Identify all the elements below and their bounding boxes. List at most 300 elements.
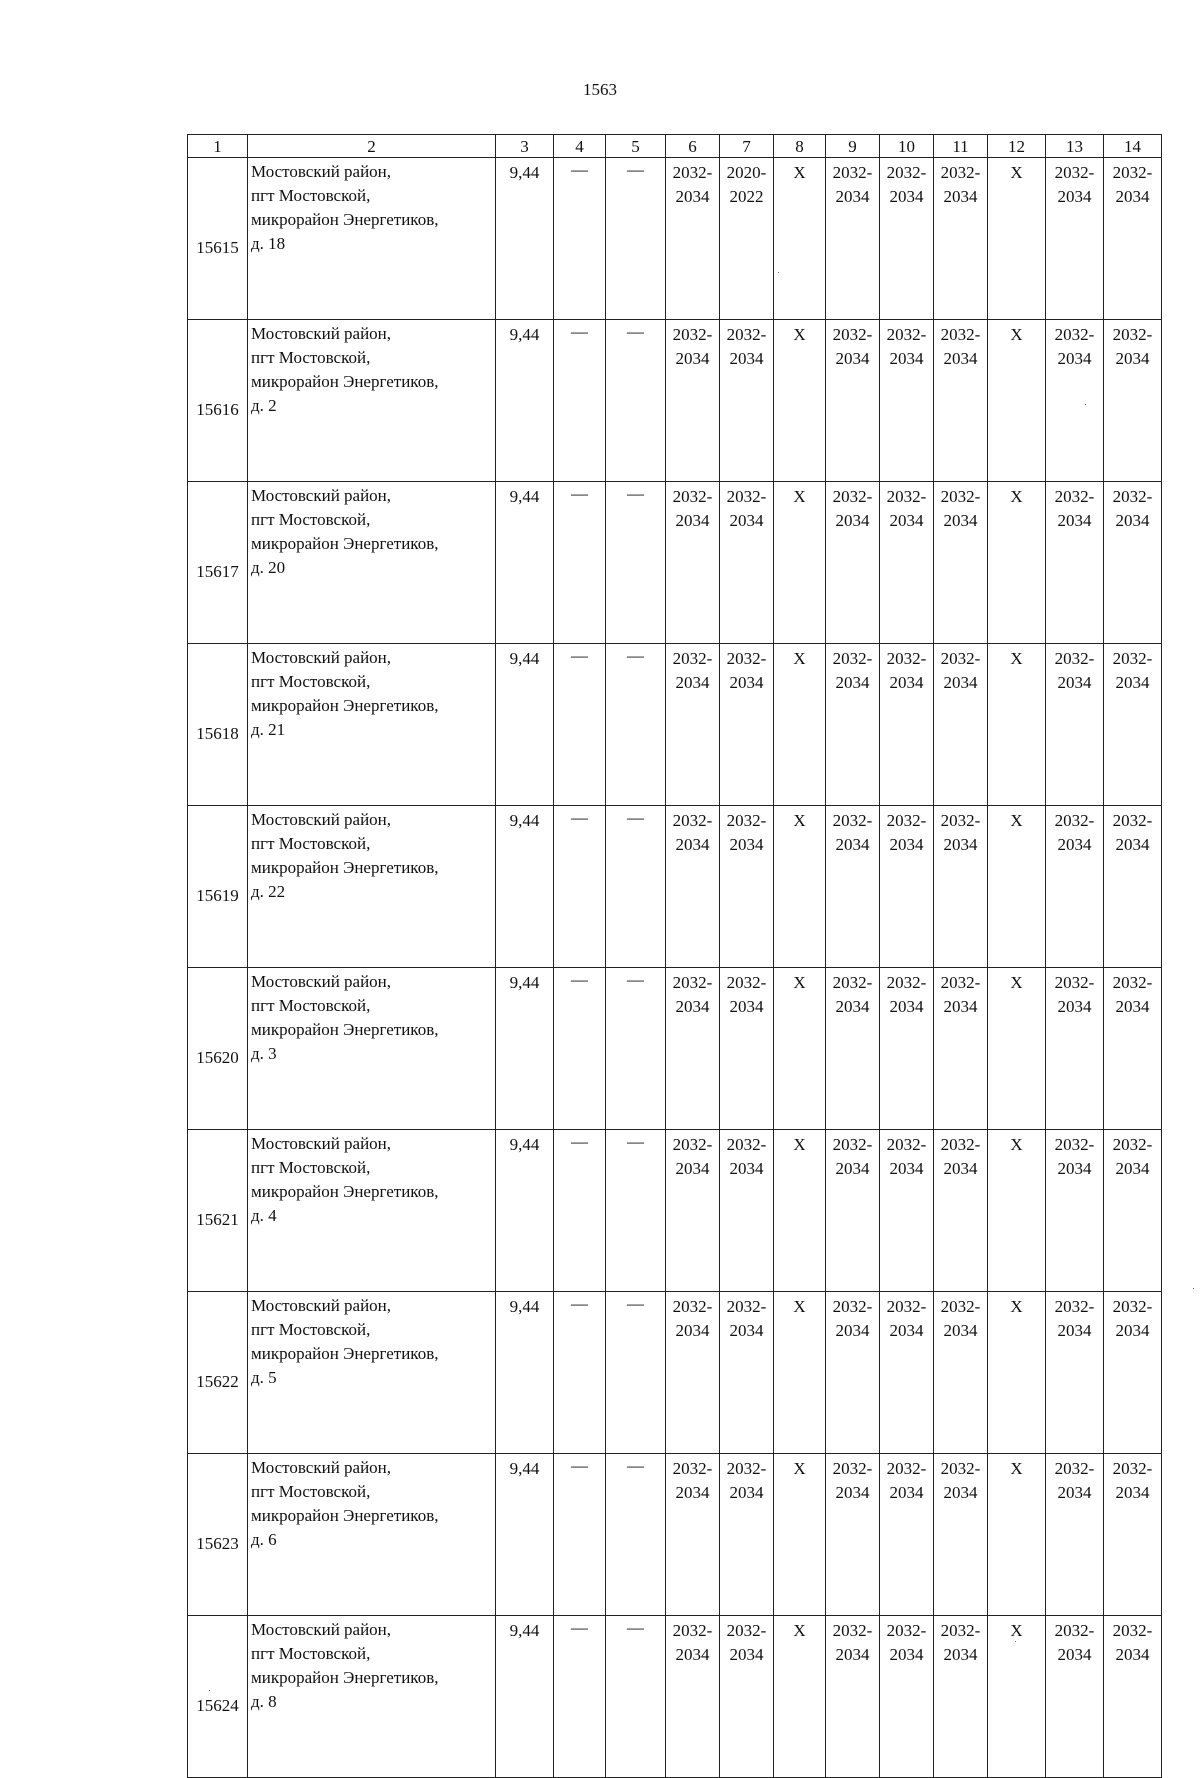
x-mark-cell: X bbox=[988, 482, 1046, 644]
year-end: 2034 bbox=[729, 1483, 764, 1502]
year-end: 2034 bbox=[1115, 1645, 1150, 1664]
year-end: 2034 bbox=[943, 349, 978, 368]
year-start: 2032- bbox=[672, 325, 713, 344]
value-cell: 9,44 bbox=[496, 968, 554, 1130]
year-end: 2034 bbox=[835, 1159, 870, 1178]
year-start: 2032- bbox=[832, 1135, 873, 1154]
year-range-cell bbox=[826, 482, 880, 644]
year-range-cell bbox=[880, 806, 934, 968]
year-start: 2032- bbox=[832, 973, 873, 992]
year-range-cell bbox=[880, 968, 934, 1130]
column-header-5: 5 bbox=[606, 135, 666, 158]
year-end: 2034 bbox=[835, 997, 870, 1016]
year-end: 2034 bbox=[1057, 1645, 1092, 1664]
year-start: 2032- bbox=[726, 1135, 767, 1154]
x-mark-cell: X bbox=[774, 644, 826, 806]
year-end: 2034 bbox=[675, 1321, 710, 1340]
year-end: 2034 bbox=[729, 349, 764, 368]
value-cell: 9,44 bbox=[496, 158, 554, 320]
address-line: микрорайон Энергетиков, bbox=[251, 1344, 439, 1363]
table-row bbox=[188, 158, 1162, 320]
year-end: 2034 bbox=[1115, 349, 1150, 368]
year-start: 2032- bbox=[940, 487, 981, 506]
year-range-cell bbox=[1104, 1454, 1162, 1616]
year-range-cell bbox=[1104, 1130, 1162, 1292]
x-mark-cell: X bbox=[774, 158, 826, 320]
year-end: 2034 bbox=[729, 673, 764, 692]
address-line: Мостовский район, bbox=[251, 1458, 392, 1477]
address-line: Мостовский район, bbox=[251, 1620, 392, 1639]
year-start: 2032- bbox=[886, 1135, 927, 1154]
dash-cell: — bbox=[554, 1616, 606, 1778]
year-end: 2034 bbox=[729, 1159, 764, 1178]
year-start: 2032- bbox=[672, 811, 713, 830]
year-range-cell bbox=[880, 320, 934, 482]
row-id-cell: 15619 bbox=[188, 806, 248, 968]
scan-speck bbox=[1015, 1641, 1016, 1642]
year-end: 2034 bbox=[889, 1159, 924, 1178]
year-range-cell bbox=[1046, 320, 1104, 482]
dash-cell: — bbox=[554, 644, 606, 806]
address-line: микрорайон Энергетиков, bbox=[251, 1020, 439, 1039]
year-range-cell bbox=[1104, 968, 1162, 1130]
year-end: 2034 bbox=[1057, 673, 1092, 692]
year-range-cell bbox=[1104, 320, 1162, 482]
address-line: микрорайон Энергетиков, bbox=[251, 1668, 439, 1687]
value-cell: 9,44 bbox=[496, 1454, 554, 1616]
address-line: микрорайон Энергетиков, bbox=[251, 696, 439, 715]
dash-cell: — bbox=[554, 1130, 606, 1292]
year-range-cell bbox=[666, 1292, 720, 1454]
column-header-13: 13 bbox=[1046, 135, 1104, 158]
table-row bbox=[188, 1292, 1162, 1454]
year-range-cell bbox=[934, 320, 988, 482]
year-start: 2032- bbox=[832, 163, 873, 182]
x-mark-cell: X bbox=[988, 968, 1046, 1130]
scan-speck bbox=[1193, 1288, 1194, 1289]
year-end: 2034 bbox=[729, 835, 764, 854]
year-range-cell bbox=[666, 1130, 720, 1292]
year-end: 2034 bbox=[1115, 1159, 1150, 1178]
year-start: 2032- bbox=[1112, 649, 1153, 668]
year-end: 2022 bbox=[729, 187, 764, 206]
year-end: 2034 bbox=[889, 187, 924, 206]
year-end: 2034 bbox=[889, 1483, 924, 1502]
year-start: 2032- bbox=[940, 1459, 981, 1478]
year-end: 2034 bbox=[729, 1645, 764, 1664]
table-row bbox=[188, 806, 1162, 968]
year-start: 2032- bbox=[726, 487, 767, 506]
year-start: 2032- bbox=[1054, 1459, 1095, 1478]
year-range-cell bbox=[880, 1130, 934, 1292]
table-row bbox=[188, 968, 1162, 1130]
year-start: 2032- bbox=[886, 973, 927, 992]
dash-cell: — bbox=[554, 1454, 606, 1616]
year-end: 2034 bbox=[943, 511, 978, 530]
x-mark-cell: X bbox=[774, 806, 826, 968]
x-mark-cell: X bbox=[988, 644, 1046, 806]
dash-cell: — bbox=[606, 158, 666, 320]
row-id-cell: 15624 bbox=[188, 1616, 248, 1778]
year-end: 2034 bbox=[889, 835, 924, 854]
x-mark-cell: X bbox=[988, 806, 1046, 968]
column-header-8: 8 bbox=[774, 135, 826, 158]
column-header-6: 6 bbox=[666, 135, 720, 158]
data-table bbox=[187, 134, 1162, 1778]
year-range-cell bbox=[880, 1454, 934, 1616]
year-start: 2032- bbox=[726, 1297, 767, 1316]
address-line: Мостовский район, bbox=[251, 810, 392, 829]
value-cell: 9,44 bbox=[496, 320, 554, 482]
year-range-cell bbox=[720, 968, 774, 1130]
address-line: пгт Мостовской, bbox=[251, 1482, 371, 1501]
year-range-cell bbox=[826, 1130, 880, 1292]
year-range-cell bbox=[720, 1454, 774, 1616]
address-line: пгт Мостовской, bbox=[251, 510, 371, 529]
year-end: 2034 bbox=[1115, 511, 1150, 530]
address-line: пгт Мостовской, bbox=[251, 1320, 371, 1339]
year-range-cell bbox=[720, 644, 774, 806]
value-cell: 9,44 bbox=[496, 482, 554, 644]
year-range-cell bbox=[934, 1130, 988, 1292]
address-line: Мостовский район, bbox=[251, 1296, 392, 1315]
year-start: 2032- bbox=[672, 649, 713, 668]
year-end: 2034 bbox=[943, 187, 978, 206]
year-start: 2032- bbox=[1112, 1135, 1153, 1154]
year-end: 2034 bbox=[943, 997, 978, 1016]
column-header-9: 9 bbox=[826, 135, 880, 158]
year-end: 2034 bbox=[675, 835, 710, 854]
year-end: 2034 bbox=[675, 1483, 710, 1502]
address-line: Мостовский район, bbox=[251, 486, 392, 505]
year-range-cell bbox=[666, 158, 720, 320]
year-range-cell bbox=[666, 968, 720, 1130]
dash-cell: — bbox=[606, 806, 666, 968]
year-range-cell bbox=[720, 158, 774, 320]
year-range-cell bbox=[1046, 1292, 1104, 1454]
year-range-cell bbox=[826, 1292, 880, 1454]
year-range-cell bbox=[666, 482, 720, 644]
column-header-7: 7 bbox=[720, 135, 774, 158]
address-line: д. 18 bbox=[251, 234, 286, 253]
dash-cell: — bbox=[606, 1292, 666, 1454]
year-range-cell bbox=[880, 158, 934, 320]
year-range-cell bbox=[1046, 1454, 1104, 1616]
year-range-cell bbox=[880, 482, 934, 644]
year-end: 2034 bbox=[675, 349, 710, 368]
address-line: Мостовский район, bbox=[251, 972, 392, 991]
year-range-cell bbox=[1104, 158, 1162, 320]
table-row bbox=[188, 320, 1162, 482]
year-range-cell bbox=[666, 320, 720, 482]
year-end: 2034 bbox=[675, 1645, 710, 1664]
year-start: 2032- bbox=[886, 325, 927, 344]
value-cell: 9,44 bbox=[496, 644, 554, 806]
year-end: 2034 bbox=[889, 997, 924, 1016]
year-start: 2032- bbox=[726, 1459, 767, 1478]
year-end: 2034 bbox=[729, 1321, 764, 1340]
year-start: 2032- bbox=[886, 649, 927, 668]
year-end: 2034 bbox=[1115, 187, 1150, 206]
page-number: 1563 bbox=[583, 80, 617, 99]
address-line: д. 3 bbox=[251, 1044, 277, 1063]
year-start: 2032- bbox=[726, 325, 767, 344]
year-end: 2034 bbox=[835, 1483, 870, 1502]
column-header-11: 11 bbox=[934, 135, 988, 158]
year-start: 2032- bbox=[886, 1459, 927, 1478]
year-end: 2034 bbox=[835, 187, 870, 206]
year-start: 2032- bbox=[886, 1297, 927, 1316]
address-line: пгт Мостовской, bbox=[251, 348, 371, 367]
value-cell: 9,44 bbox=[496, 806, 554, 968]
row-id-cell: 15617 bbox=[188, 482, 248, 644]
address-line: пгт Мостовской, bbox=[251, 1644, 371, 1663]
address-cell bbox=[248, 968, 496, 1130]
address-line: д. 21 bbox=[251, 720, 286, 739]
address-line: д. 8 bbox=[251, 1692, 277, 1711]
year-range-cell bbox=[826, 158, 880, 320]
scan-speck bbox=[778, 272, 779, 273]
year-range-cell bbox=[826, 1454, 880, 1616]
year-start: 2032- bbox=[726, 1621, 767, 1640]
dash-cell: — bbox=[606, 1130, 666, 1292]
address-line: д. 4 bbox=[251, 1206, 277, 1225]
year-start: 2032- bbox=[940, 1297, 981, 1316]
x-mark-cell: X bbox=[774, 968, 826, 1130]
year-range-cell bbox=[1046, 1130, 1104, 1292]
dash-cell: — bbox=[606, 968, 666, 1130]
year-end: 2034 bbox=[1057, 1321, 1092, 1340]
year-start: 2032- bbox=[832, 1621, 873, 1640]
address-line: д. 20 bbox=[251, 558, 286, 577]
column-header-4: 4 bbox=[554, 135, 606, 158]
year-start: 2032- bbox=[940, 811, 981, 830]
column-header-3: 3 bbox=[496, 135, 554, 158]
row-id-cell: 15621 bbox=[188, 1130, 248, 1292]
address-line: д. 2 bbox=[251, 396, 277, 415]
year-start: 2032- bbox=[832, 1297, 873, 1316]
x-mark-cell: X bbox=[774, 1130, 826, 1292]
address-line: микрорайон Энергетиков, bbox=[251, 1182, 439, 1201]
year-start: 2032- bbox=[672, 1459, 713, 1478]
year-range-cell bbox=[720, 1292, 774, 1454]
year-start: 2032- bbox=[1112, 1297, 1153, 1316]
address-line: Мостовский район, bbox=[251, 324, 392, 343]
year-range-cell bbox=[880, 644, 934, 806]
year-start: 2032- bbox=[1054, 163, 1095, 182]
row-id-cell: 15616 bbox=[188, 320, 248, 482]
year-range-cell bbox=[666, 806, 720, 968]
address-line: д. 6 bbox=[251, 1530, 277, 1549]
year-range-cell bbox=[880, 1292, 934, 1454]
year-end: 2034 bbox=[675, 511, 710, 530]
year-range-cell bbox=[934, 644, 988, 806]
year-start: 2032- bbox=[672, 1135, 713, 1154]
year-start: 2032- bbox=[832, 649, 873, 668]
year-end: 2034 bbox=[889, 349, 924, 368]
year-range-cell bbox=[934, 968, 988, 1130]
year-range-cell bbox=[1104, 482, 1162, 644]
year-end: 2034 bbox=[1115, 1483, 1150, 1502]
address-line: микрорайон Энергетиков, bbox=[251, 534, 439, 553]
year-end: 2034 bbox=[675, 1159, 710, 1178]
year-end: 2034 bbox=[889, 673, 924, 692]
year-range-cell bbox=[934, 158, 988, 320]
year-range-cell bbox=[1046, 482, 1104, 644]
year-start: 2032- bbox=[672, 163, 713, 182]
address-line: микрорайон Энергетиков, bbox=[251, 858, 439, 877]
x-mark-cell: X bbox=[774, 320, 826, 482]
year-start: 2032- bbox=[1112, 487, 1153, 506]
year-end: 2034 bbox=[675, 673, 710, 692]
scan-speck bbox=[209, 1690, 210, 1691]
year-range-cell bbox=[934, 1454, 988, 1616]
x-mark-cell: X bbox=[988, 320, 1046, 482]
year-start: 2032- bbox=[672, 1297, 713, 1316]
year-start: 2032- bbox=[940, 325, 981, 344]
column-header-12: 12 bbox=[988, 135, 1046, 158]
row-id-cell: 15623 bbox=[188, 1454, 248, 1616]
year-end: 2034 bbox=[1057, 1483, 1092, 1502]
column-header-10: 10 bbox=[880, 135, 934, 158]
address-cell bbox=[248, 1130, 496, 1292]
year-end: 2034 bbox=[1057, 511, 1092, 530]
year-end: 2034 bbox=[1057, 835, 1092, 854]
x-mark-cell: X bbox=[774, 1616, 826, 1778]
year-start: 2032- bbox=[940, 649, 981, 668]
address-line: д. 22 bbox=[251, 882, 286, 901]
year-end: 2034 bbox=[1115, 1321, 1150, 1340]
year-range-cell bbox=[666, 1454, 720, 1616]
year-start: 2032- bbox=[1112, 163, 1153, 182]
year-end: 2034 bbox=[835, 1645, 870, 1664]
column-header-2: 2 bbox=[248, 135, 496, 158]
dash-cell: — bbox=[554, 158, 606, 320]
address-line: Мостовский район, bbox=[251, 648, 392, 667]
dash-cell: — bbox=[554, 482, 606, 644]
row-id-cell: 15618 bbox=[188, 644, 248, 806]
dash-cell: — bbox=[554, 1292, 606, 1454]
year-end: 2034 bbox=[1115, 835, 1150, 854]
year-start: 2032- bbox=[672, 487, 713, 506]
year-start: 2032- bbox=[1054, 1621, 1095, 1640]
year-start: 2032- bbox=[1054, 973, 1095, 992]
year-start: 2020- bbox=[726, 163, 767, 182]
dash-cell: — bbox=[554, 320, 606, 482]
address-line: д. 5 bbox=[251, 1368, 277, 1387]
row-id-cell: 15615 bbox=[188, 158, 248, 320]
year-start: 2032- bbox=[1054, 811, 1095, 830]
year-end: 2034 bbox=[943, 1321, 978, 1340]
year-end: 2034 bbox=[675, 997, 710, 1016]
address-cell bbox=[248, 806, 496, 968]
year-start: 2032- bbox=[672, 1621, 713, 1640]
row-id-cell: 15620 bbox=[188, 968, 248, 1130]
year-end: 2034 bbox=[729, 997, 764, 1016]
address-line: Мостовский район, bbox=[251, 1134, 392, 1153]
year-end: 2034 bbox=[943, 1159, 978, 1178]
x-mark-cell: X bbox=[988, 1616, 1046, 1778]
address-line: пгт Мостовской, bbox=[251, 834, 371, 853]
table-row bbox=[188, 644, 1162, 806]
address-line: пгт Мостовской, bbox=[251, 672, 371, 691]
address-line: Мостовский район, bbox=[251, 162, 392, 181]
year-start: 2032- bbox=[832, 811, 873, 830]
value-cell: 9,44 bbox=[496, 1292, 554, 1454]
year-start: 2032- bbox=[1054, 325, 1095, 344]
year-range-cell bbox=[934, 806, 988, 968]
address-cell bbox=[248, 320, 496, 482]
year-range-cell bbox=[1046, 158, 1104, 320]
year-start: 2032- bbox=[1054, 1135, 1095, 1154]
year-range-cell bbox=[1104, 1292, 1162, 1454]
year-start: 2032- bbox=[886, 811, 927, 830]
address-line: пгт Мостовской, bbox=[251, 996, 371, 1015]
year-range-cell bbox=[720, 1130, 774, 1292]
address-cell bbox=[248, 158, 496, 320]
year-start: 2032- bbox=[832, 1459, 873, 1478]
year-end: 2034 bbox=[835, 835, 870, 854]
address-line: пгт Мостовской, bbox=[251, 186, 371, 205]
year-range-cell bbox=[1104, 644, 1162, 806]
year-range-cell bbox=[720, 806, 774, 968]
year-end: 2034 bbox=[1115, 673, 1150, 692]
year-range-cell bbox=[1104, 806, 1162, 968]
year-start: 2032- bbox=[886, 1621, 927, 1640]
year-range-cell bbox=[934, 1292, 988, 1454]
year-range-cell bbox=[826, 806, 880, 968]
year-start: 2032- bbox=[1054, 487, 1095, 506]
address-line: микрорайон Энергетиков, bbox=[251, 372, 439, 391]
year-end: 2034 bbox=[943, 1483, 978, 1502]
year-end: 2034 bbox=[943, 835, 978, 854]
dash-cell: — bbox=[554, 968, 606, 1130]
dash-cell: — bbox=[606, 1454, 666, 1616]
year-end: 2034 bbox=[1057, 349, 1092, 368]
year-range-cell bbox=[826, 644, 880, 806]
year-start: 2032- bbox=[726, 811, 767, 830]
address-cell bbox=[248, 1454, 496, 1616]
year-end: 2034 bbox=[729, 511, 764, 530]
address-cell bbox=[248, 482, 496, 644]
value-cell: 9,44 bbox=[496, 1616, 554, 1778]
year-range-cell bbox=[1046, 806, 1104, 968]
year-start: 2032- bbox=[940, 973, 981, 992]
year-end: 2034 bbox=[835, 511, 870, 530]
column-header-14: 14 bbox=[1104, 135, 1162, 158]
x-mark-cell: X bbox=[988, 1454, 1046, 1616]
year-end: 2034 bbox=[1057, 1159, 1092, 1178]
address-cell bbox=[248, 644, 496, 806]
table-row bbox=[188, 1130, 1162, 1292]
year-end: 2034 bbox=[835, 349, 870, 368]
year-range-cell bbox=[666, 644, 720, 806]
column-header-1: 1 bbox=[188, 135, 248, 158]
year-end: 2034 bbox=[889, 1321, 924, 1340]
year-start: 2032- bbox=[1054, 1297, 1095, 1316]
address-line: пгт Мостовской, bbox=[251, 1158, 371, 1177]
row-id-cell: 15622 bbox=[188, 1292, 248, 1454]
year-start: 2032- bbox=[1112, 1459, 1153, 1478]
year-end: 2034 bbox=[1057, 187, 1092, 206]
year-start: 2032- bbox=[886, 487, 927, 506]
year-range-cell bbox=[826, 320, 880, 482]
year-end: 2034 bbox=[889, 511, 924, 530]
x-mark-cell: X bbox=[988, 1292, 1046, 1454]
value-cell: 9,44 bbox=[496, 1130, 554, 1292]
year-range-cell bbox=[934, 482, 988, 644]
year-start: 2032- bbox=[832, 325, 873, 344]
